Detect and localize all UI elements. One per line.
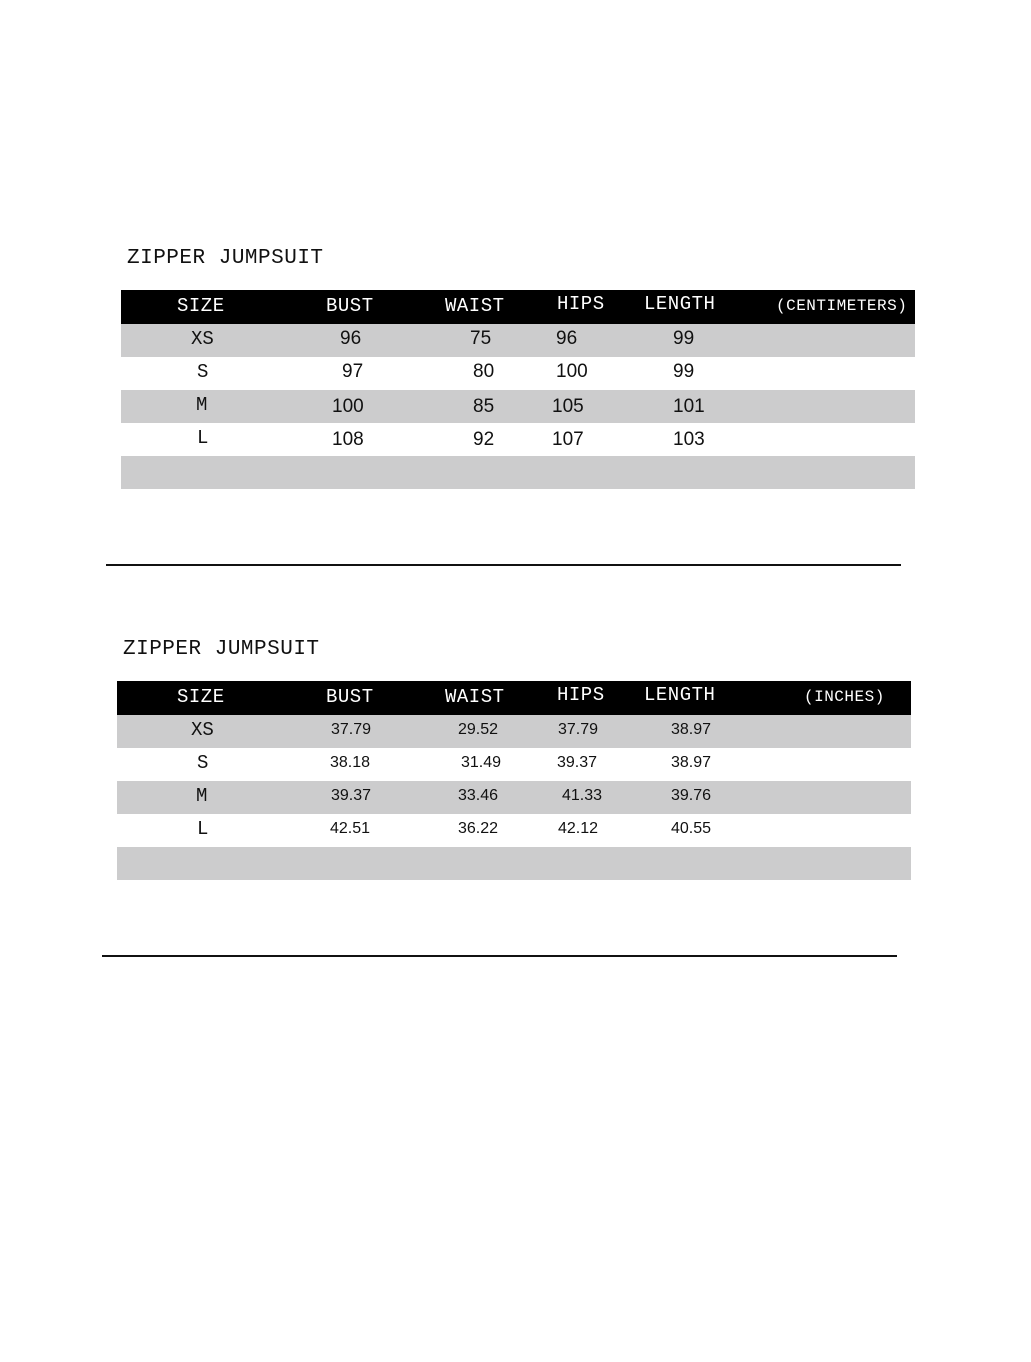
cell-length: 38.97 xyxy=(671,721,712,738)
table-row xyxy=(121,324,915,357)
cell-bust: 42.51 xyxy=(330,820,371,837)
header-size: SIZE xyxy=(177,686,225,708)
header-unit: (INCHES) xyxy=(804,688,885,706)
chart-title: ZIPPER JUMPSUIT xyxy=(123,638,320,661)
header-bust: BUST xyxy=(326,295,374,317)
cell-bust: 96 xyxy=(340,328,362,349)
cell-size: M xyxy=(196,394,208,416)
cell-size: S xyxy=(197,361,209,383)
cell-length: 40.55 xyxy=(671,820,712,837)
cell-hips: 42.12 xyxy=(558,820,599,837)
header-length: LENGTH xyxy=(644,293,716,315)
cell-bust: 108 xyxy=(332,429,364,450)
table-row xyxy=(117,781,911,814)
cell-size: L xyxy=(197,427,209,449)
cell-bust: 100 xyxy=(332,396,364,417)
cell-waist: 33.46 xyxy=(458,787,499,804)
cell-waist: 85 xyxy=(473,396,495,417)
table-row xyxy=(117,748,911,781)
size-table xyxy=(121,290,915,489)
header-hips: HIPS xyxy=(557,684,605,706)
header-waist: WAIST xyxy=(445,686,505,708)
header-hips: HIPS xyxy=(557,293,605,315)
section-divider xyxy=(102,955,897,957)
cell-waist: 36.22 xyxy=(458,820,499,837)
cell-hips: 105 xyxy=(552,396,584,417)
cell-length: 99 xyxy=(673,328,695,349)
table-header xyxy=(121,290,915,324)
cell-bust: 37.79 xyxy=(331,721,372,738)
cell-waist: 92 xyxy=(473,429,495,450)
cell-hips: 100 xyxy=(556,361,588,382)
section-divider xyxy=(106,564,901,566)
cell-size: S xyxy=(197,752,209,774)
table-row xyxy=(121,423,915,456)
cell-hips: 37.79 xyxy=(558,721,599,738)
cell-size: XS xyxy=(191,719,214,741)
cell-size: M xyxy=(196,785,208,807)
cell-size: XS xyxy=(191,328,214,350)
cell-hips: 96 xyxy=(556,328,578,349)
table-row xyxy=(117,715,911,748)
cell-waist: 80 xyxy=(473,361,495,382)
header-waist: WAIST xyxy=(445,295,505,317)
cell-hips: 39.37 xyxy=(557,754,598,771)
cell-bust: 39.37 xyxy=(331,787,372,804)
cell-hips: 107 xyxy=(552,429,584,450)
header-unit: (CENTIMETERS) xyxy=(776,297,908,315)
cell-length: 103 xyxy=(673,429,705,450)
table-row xyxy=(121,390,915,423)
cell-waist: 75 xyxy=(470,328,492,349)
header-length: LENGTH xyxy=(644,684,716,706)
cell-length: 101 xyxy=(673,396,705,417)
cell-waist: 29.52 xyxy=(458,721,499,738)
cell-bust: 97 xyxy=(342,361,364,382)
cell-size: L xyxy=(197,818,209,840)
table-row xyxy=(121,357,915,390)
size-table xyxy=(117,681,911,880)
header-bust: BUST xyxy=(326,686,374,708)
table-row-empty xyxy=(117,847,911,880)
cell-length: 99 xyxy=(673,361,695,382)
cell-length: 39.76 xyxy=(671,787,712,804)
header-size: SIZE xyxy=(177,295,225,317)
cell-bust: 38.18 xyxy=(330,754,371,771)
table-row-empty xyxy=(121,456,915,489)
cell-hips: 41.33 xyxy=(562,787,603,804)
chart-title: ZIPPER JUMPSUIT xyxy=(127,247,324,270)
cell-length: 38.97 xyxy=(671,754,712,771)
cell-waist: 31.49 xyxy=(461,754,502,771)
table-header xyxy=(117,681,911,715)
table-row xyxy=(117,814,911,847)
